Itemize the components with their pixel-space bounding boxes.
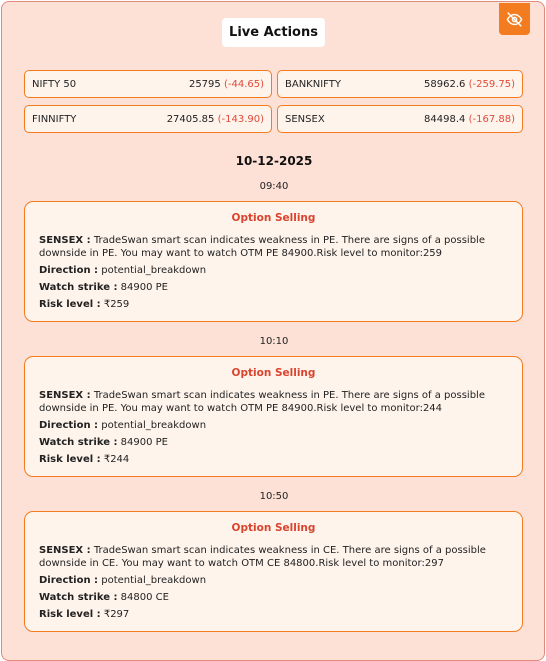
index-change: (-44.65) xyxy=(223,78,264,90)
index-value: 58962.6 xyxy=(424,78,466,90)
time-label: 09:40 xyxy=(259,181,289,192)
index-tile-nifty50[interactable] xyxy=(24,70,272,98)
index-tile-finnifty[interactable] xyxy=(24,105,272,133)
eye-off-icon xyxy=(506,11,523,28)
strike-label: Watch strike : xyxy=(39,592,118,603)
hide-button[interactable] xyxy=(499,3,530,35)
action-card[interactable] xyxy=(24,511,523,632)
direction-label: Direction : xyxy=(39,575,99,586)
symbol-label: SENSEX : xyxy=(39,390,91,401)
direction-value: potential_breakdown xyxy=(101,575,207,586)
card-title: Option Selling xyxy=(231,212,316,224)
strike-value: 84800 CE xyxy=(120,592,169,603)
index-name: BANKNIFTY xyxy=(285,78,341,90)
index-value: 25795 xyxy=(188,78,221,90)
strike-label: Watch strike : xyxy=(39,282,118,293)
live-actions-panel xyxy=(1,1,545,661)
date-label: 10-12-2025 xyxy=(235,154,313,168)
index-change: (-259.75) xyxy=(468,78,515,90)
symbol-label: SENSEX : xyxy=(39,545,91,556)
time-label: 10:10 xyxy=(259,336,289,347)
index-name: FINNIFTY xyxy=(32,113,77,125)
index-value: 84498.4 xyxy=(424,113,466,125)
card-title: Option Selling xyxy=(231,367,316,379)
risk-label: Risk level : xyxy=(39,299,101,310)
index-name: NIFTY 50 xyxy=(32,78,77,90)
direction-label: Direction : xyxy=(39,265,99,276)
risk-value: ₹297 xyxy=(103,609,130,620)
direction-value: potential_breakdown xyxy=(101,265,207,276)
strike-label: Watch strike : xyxy=(39,437,118,448)
index-change: (-143.90) xyxy=(217,113,264,125)
index-name: SENSEX xyxy=(285,113,325,125)
action-message: TradeSwan smart scan indicates weakness in CE. There are signs of a possible downside in CE. You may want to watch OTM CE 84800.Risk level to monitor:297 xyxy=(39,545,486,569)
risk-label: Risk level : xyxy=(39,454,101,465)
direction-value: potential_breakdown xyxy=(101,420,207,431)
strike-value: 84900 PE xyxy=(120,437,168,448)
index-tile-banknifty[interactable] xyxy=(277,70,523,98)
page-title: Live Actions xyxy=(222,18,325,47)
card-title: Option Selling xyxy=(231,522,316,534)
time-label: 10:50 xyxy=(259,491,289,502)
index-value: 27405.85 xyxy=(166,113,215,125)
risk-value: ₹244 xyxy=(103,454,130,465)
strike-value: 84900 PE xyxy=(120,282,168,293)
risk-value: ₹259 xyxy=(103,299,130,310)
direction-label: Direction : xyxy=(39,420,99,431)
action-card[interactable] xyxy=(24,356,523,477)
symbol-label: SENSEX : xyxy=(39,235,91,246)
index-tile-sensex[interactable] xyxy=(277,105,523,133)
action-message: TradeSwan smart scan indicates weakness in PE. There are signs of a possible downside in PE. You may want to watch OTM PE 84900.Risk level to monitor:244 xyxy=(39,390,485,414)
action-card[interactable] xyxy=(24,201,523,322)
action-message: TradeSwan smart scan indicates weakness in PE. There are signs of a possible downside in PE. You may want to watch OTM PE 84900.Risk level to monitor:259 xyxy=(39,235,485,259)
risk-label: Risk level : xyxy=(39,609,101,620)
index-change: (-167.88) xyxy=(468,113,515,125)
